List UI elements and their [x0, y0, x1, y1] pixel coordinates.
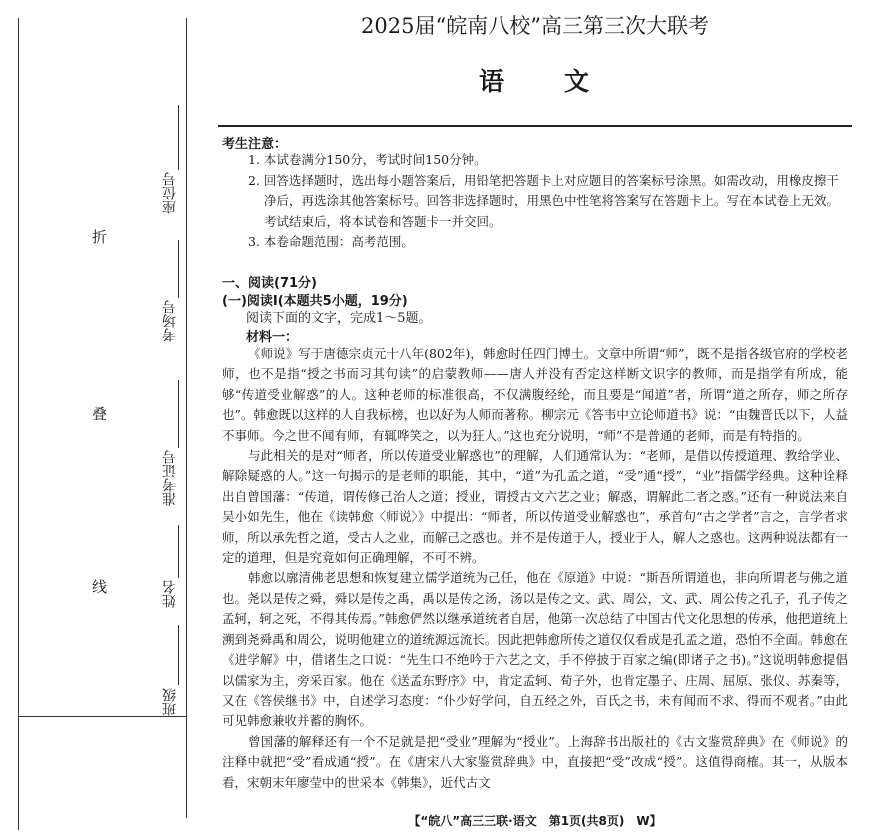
margin-bottom-rule: [18, 716, 186, 717]
seat-number-underline: [178, 105, 179, 170]
name-underline: [178, 525, 179, 578]
exam-room-label: 考场号: [162, 300, 178, 342]
admission-number-label: 准考证号: [162, 450, 178, 506]
page-footer: 【“皖八”高三三联·语文 第1页(共8页) W】: [408, 814, 662, 828]
material-label: 材料一：: [246, 330, 299, 345]
header-rule: [218, 125, 852, 127]
margin-border-line: [18, 18, 19, 830]
passage-paragraph: 韩愈以廓清佛老思想和恢复建立儒学道统为己任，他在《原道》中说：“斯吾所谓道也，非向所谓老与佛之道也。尧以是传之舜，舜以是传之禹，禹以是传之汤，汤以是传之文、武、周公，文、武、周公传之孔子，孔子传之孟轲，轲之死，不得其传焉。”韩愈俨然以继承道统者自居，他第一次总结了中国古代文化思想的传承，他把道统上溯到尧舜禹和周公，说明他建立的道统源远流长。因此把韩愈所传之道仅仅看成是孔孟之道，恐怕不全面。韩愈在《进学解》中，借诸生之口说：“先生口不绝吟于六艺之文，手不停披于百家之编(即诸子之书)。”这说明韩愈提倡以儒家为主，旁采百家。他在《送孟东野序》中，肯定孟轲、荀子外，也肯定墨子、庄周、屈原、张仪、苏秦等，又在《答侯继书》中，自述学习态度：“仆少好学问，自五经之外，百氏之书，未有闻而不求、得而不观者。”由此可见韩愈兼收并蓄的胸怀。: [222, 570, 848, 729]
fold-char-3: 线: [92, 578, 108, 596]
fold-char-1: 折: [92, 228, 108, 246]
subject-char-1: 语: [478, 67, 506, 96]
passage-paragraph: 与此相关的是对“师者，所以传道受业解惑也”的理解，人们通常认为：“老师，是借以传授道理、教给学业、解除疑惑的人。”这一句揭示的是老师的职能，其中，“道”为孔孟之道，“受”通“授”，“业”指儒学经典。这种诠释出自曾国藩：“传道，谓传修己治人之道；授业，谓授古文六艺之业；解惑，谓解此二者之惑。”还有一种说法来自吴小如先生，他在《读韩愈〈师说〉》中提出：“师者，所以传道受业解惑也”，承首句“古之学者”言之，言学者求师，所以承先哲之道，受古人之业，而解己之惑也。并不是传道于人，授业于人，解人之惑也。这两种说法都有一定的道理，但是究竟如何正确理解，不可不辨。: [222, 448, 848, 566]
exam-room-underline: [178, 240, 179, 298]
exam-title: 2025届“皖南八校”高三第三次大联考: [361, 14, 709, 38]
notice-list: [248, 150, 848, 253]
class-underline: [178, 625, 179, 685]
fold-char-2: 叠: [92, 405, 108, 423]
class-label: 班级: [162, 688, 178, 716]
notice-heading: 考生注意：: [222, 137, 288, 152]
binding-margin: [0, 0, 200, 836]
reading-instruction: 阅读下面的文字，完成1～5题。: [246, 311, 432, 326]
seat-number-label: 座位号: [162, 172, 178, 214]
notice-item-3: 3. 本卷命题范围：高考范围。: [248, 234, 414, 249]
admission-number-underline: [178, 380, 179, 448]
notice-item-2: 2. 回答选择题时，选出每小题答案后，用铅笔把答题卡上对应题目的答案标号涂黑。如需改动，用橡皮擦干净后，再选涂其他答案标号。回答非选择题时，用黑色中性笔将答案写在答题卡上。写在本试卷上无效。考试结束后，将本试卷和答题卡一并交回。: [248, 172, 840, 229]
notice-item-1: 1. 本试卷满分150分，考试时间150分钟。: [248, 152, 487, 167]
passage-body: [222, 344, 848, 793]
binding-line: [186, 18, 187, 818]
name-label: 姓名: [162, 580, 178, 608]
section-title: 一、阅读(71分): [222, 276, 317, 291]
subject-char-2: 文: [564, 67, 592, 96]
subject-title: [218, 62, 852, 98]
passage-paragraph: 《师说》写于唐德宗贞元十八年(802年)，韩愈时任四门博士。文章中所谓“师”，既不是指各级官府的学校老师，也不是指“授之书而习其句读”的启蒙教师——唐人并没有否定这样断文识字的教师，而是指学有所成，能够“传道受业解惑”的人。这种老师的标准很高，不仅满腹经纶，而且要是“闻道”者，所谓“道之所存，师之所存也”。韩愈既以这样的人自我标榜，也以好为人师而著称。柳宗元《答韦中立论师道书》说：“由魏晋氏以下，人益不事师。今之世不闻有师，有辄哗笑之，以为狂人。”这也充分说明，“师”不是普通的老师，而是有特指的。: [222, 346, 848, 443]
subsection-title: (一)阅读Ⅰ(本题共5小题，19分): [222, 294, 408, 309]
passage-paragraph: 曾国藩的解释还有一个不足就是把“受业”理解为“授业”。上海辞书出版社的《古文鉴赏辞典》在《师说》的注释中就把“受”看成通“授”。在《唐宋八大家鉴赏辞典》中，直接把“受”改成“授”。这值得商榷。其一，从版本看，宋朝末年廖莹中的世采本《韩集》，近代古文: [222, 733, 848, 790]
